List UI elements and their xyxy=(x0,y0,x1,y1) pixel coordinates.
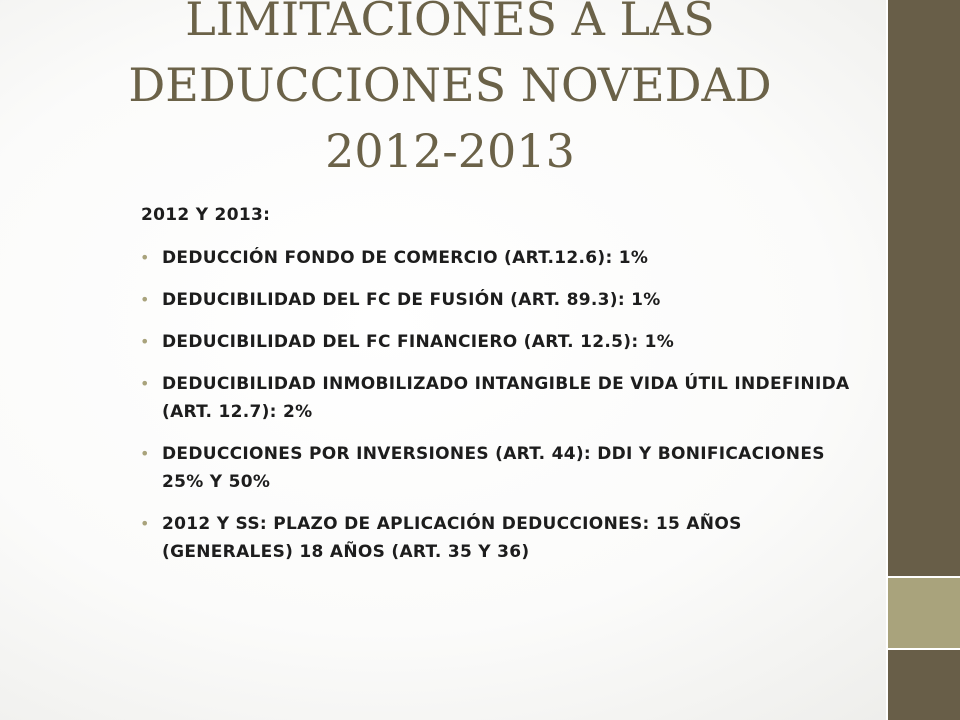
bullet-item xyxy=(138,244,858,272)
bullet-text: DEDUCCIÓN FONDO DE COMERCIO (ART.12.6): 1% xyxy=(162,248,649,268)
bullet-text: DEDUCCIONES POR INVERSIONES (ART. 44): DDI Y BONIFICACIONES 25% Y 50% xyxy=(162,444,825,492)
side-bar-bottom xyxy=(888,649,960,720)
bullet-text: 2012 Y SS: PLAZO DE APLICACIÓN DEDUCCIONES: 15 AÑOS (GENERALES) 18 AÑOS (ART. 35 Y 36) xyxy=(162,514,742,562)
slide-title-line-2: DEDUCCIONES NOVEDAD xyxy=(128,58,772,112)
side-bar-divider xyxy=(886,0,888,720)
bullet-item xyxy=(138,510,858,566)
side-band-divider-upper xyxy=(888,576,960,578)
slide-subheading: 2012 Y 2013: xyxy=(141,205,271,225)
bullet-dot-icon: • xyxy=(140,248,150,267)
bullet-dot-icon: • xyxy=(140,374,150,393)
slide-title-line-3: 2012-2013 xyxy=(325,124,575,178)
bullet-dot-icon: • xyxy=(140,514,150,533)
side-bar-accent xyxy=(888,577,960,649)
bullet-list xyxy=(138,244,858,566)
bullet-item xyxy=(138,286,858,314)
bullet-dot-icon: • xyxy=(140,290,150,309)
side-bar-top xyxy=(888,0,960,577)
bullet-item xyxy=(138,440,858,496)
slide-title-line-1: LIMITACIONES A LAS xyxy=(185,0,715,46)
bullet-text: DEDUCIBILIDAD DEL FC DE FUSIÓN (ART. 89.3): 1% xyxy=(162,290,661,310)
bullet-text: DEDUCIBILIDAD INMOBILIZADO INTANGIBLE DE VIDA ÚTIL INDEFINIDA (ART. 12.7): 2% xyxy=(162,374,850,422)
bullet-item xyxy=(138,370,858,426)
side-band-divider-lower xyxy=(888,648,960,650)
slide-title xyxy=(60,0,840,184)
bullet-dot-icon: • xyxy=(140,332,150,351)
bullet-item xyxy=(138,328,858,356)
bullet-dot-icon: • xyxy=(140,444,150,463)
bullet-text: DEDUCIBILIDAD DEL FC FINANCIERO (ART. 12.5): 1% xyxy=(162,332,675,352)
